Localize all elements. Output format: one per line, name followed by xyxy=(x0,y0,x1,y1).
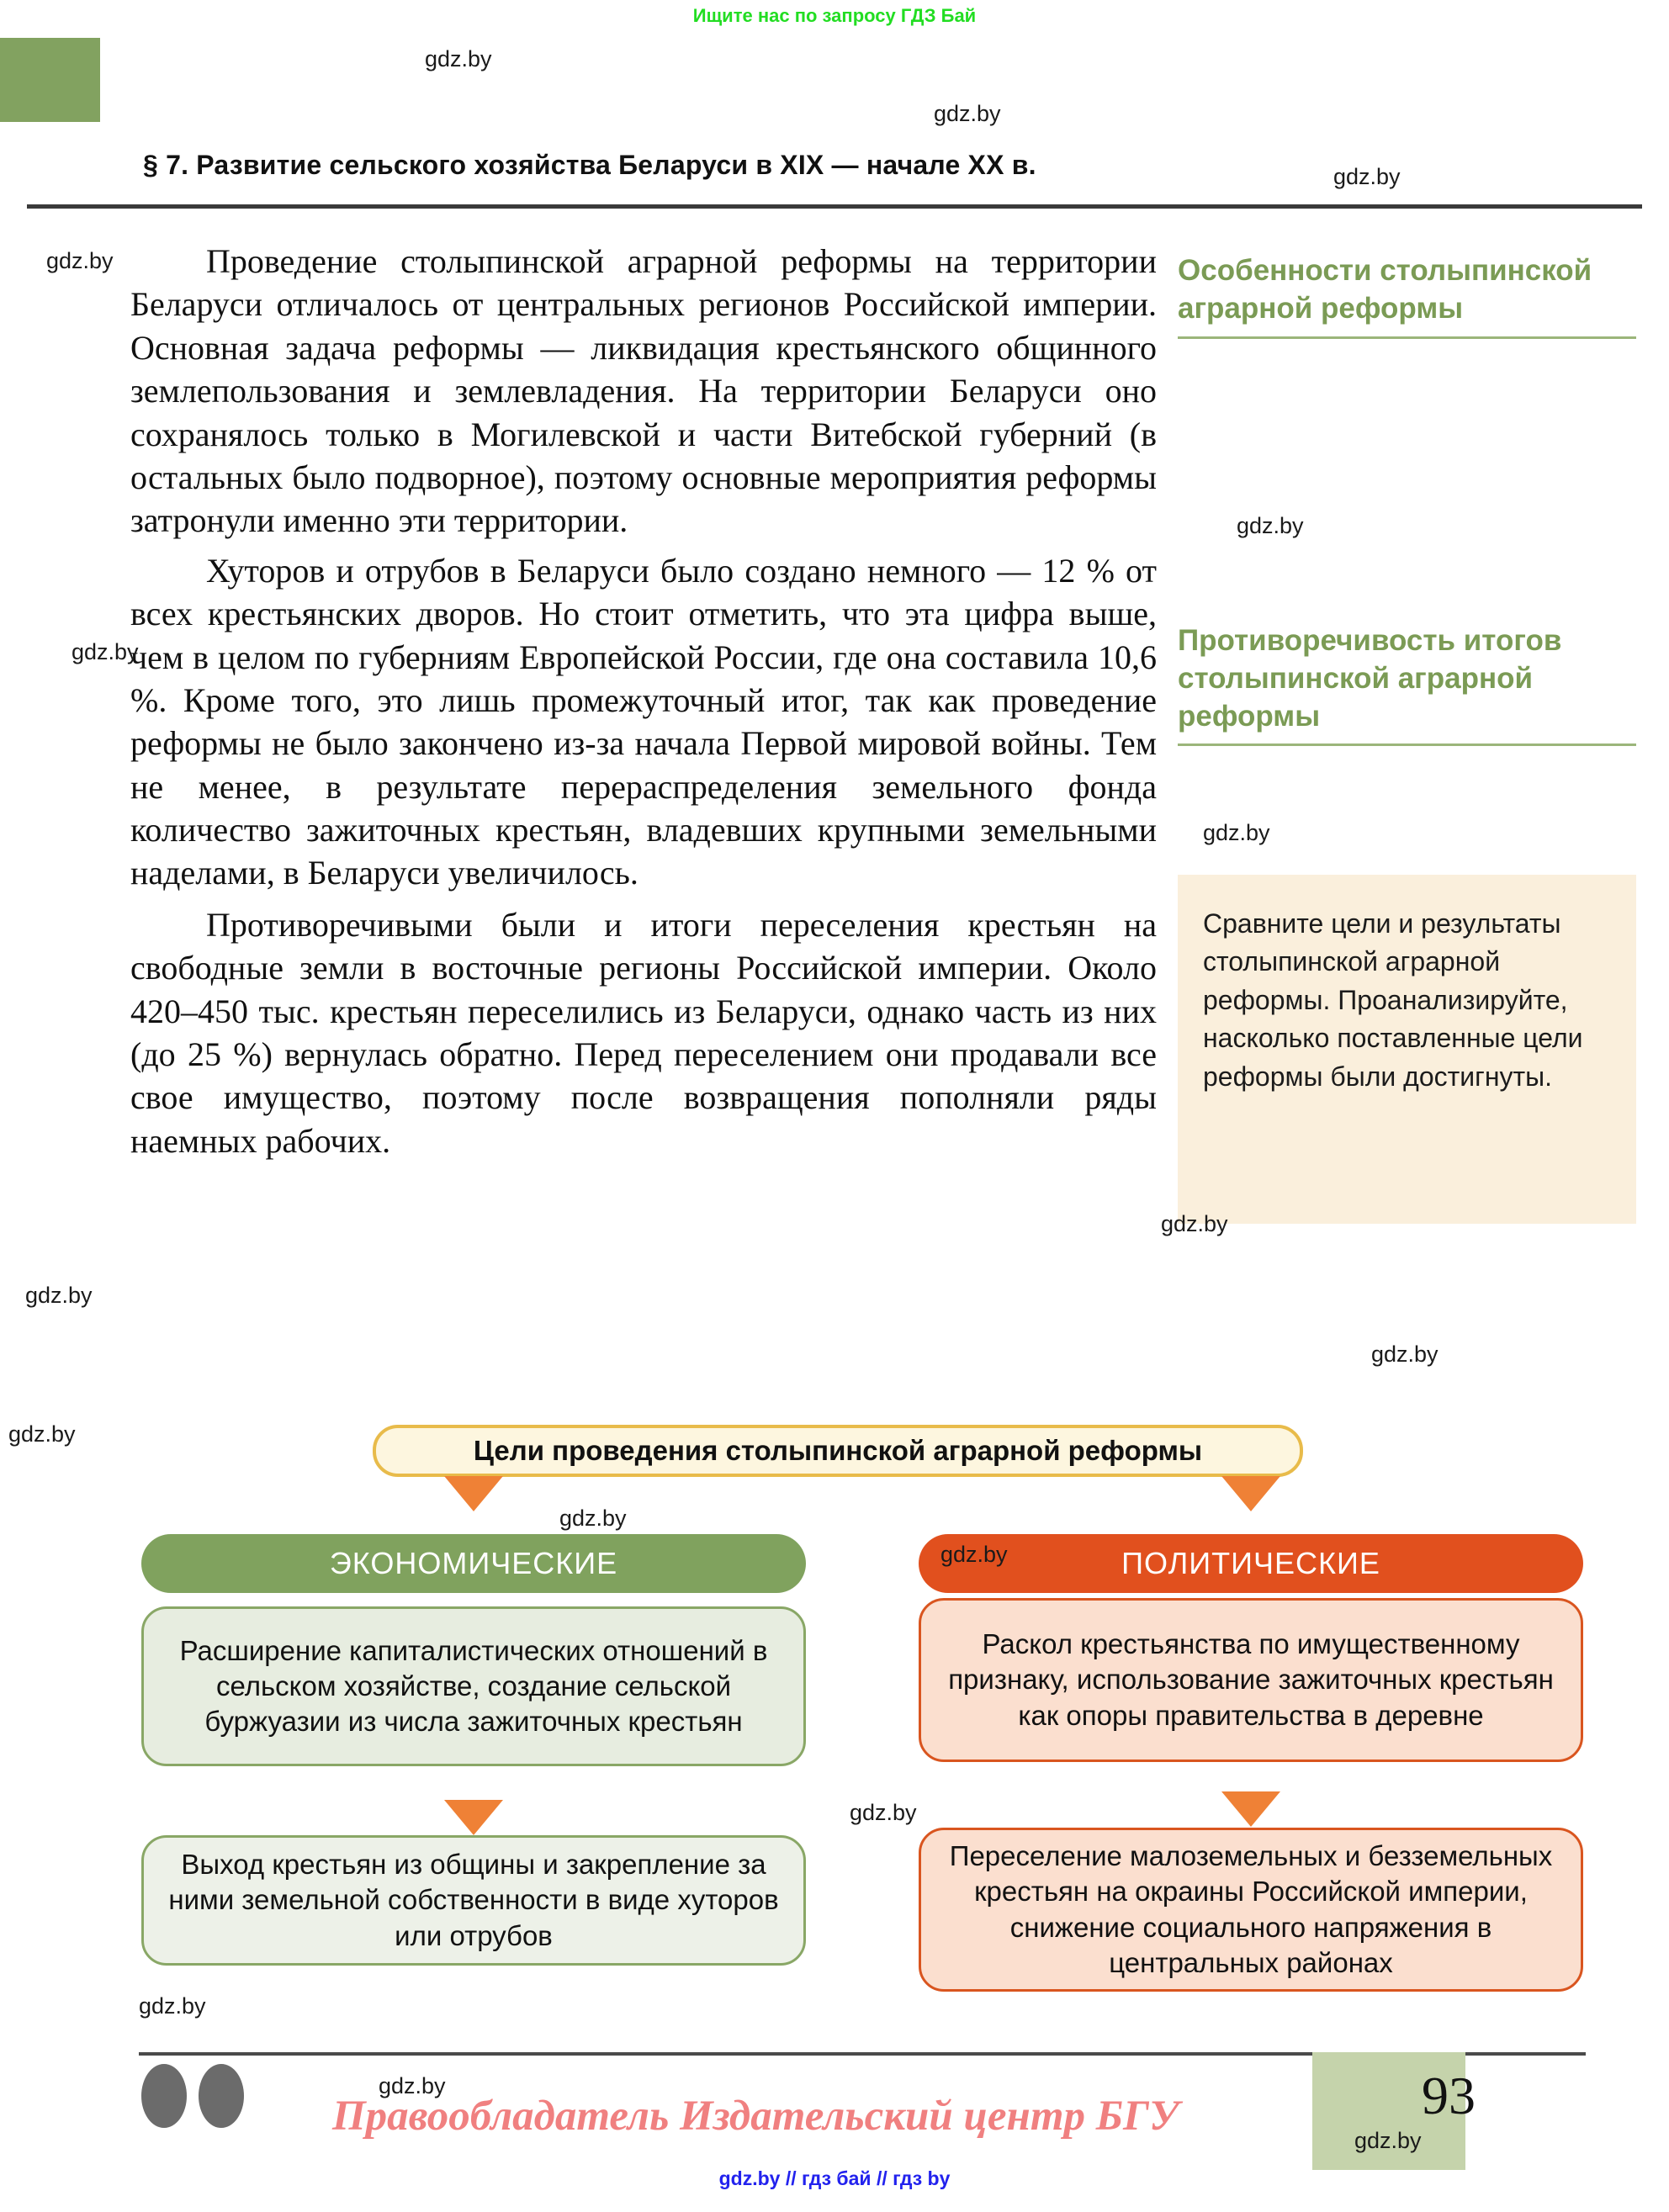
diagram-header-economic-label: ЭКОНОМИЧЕСКИЕ xyxy=(329,1545,618,1580)
diagram-node-economic-1-label: Расширение капиталистических отношений в сельском хозяйстве, создание сельской буржуазии из числа зажиточных крестьян xyxy=(179,1634,768,1738)
sidebar-heading-contradictions-label: Противоречивость итогов столыпинской аграрной реформы xyxy=(1178,624,1562,733)
watermark-tile: gdz.by xyxy=(425,46,492,71)
arrow-down-icon-political-1-to-2 xyxy=(1221,1791,1280,1827)
watermark-tile: gdz.by xyxy=(1203,820,1270,845)
header-green-square xyxy=(0,38,100,122)
watermark-tile: gdz.by xyxy=(139,1993,206,2019)
watermark-tile: gdz.by xyxy=(379,2073,446,2098)
diagram-root-node xyxy=(373,1425,1303,1477)
watermark-tile: gdz.by xyxy=(46,248,114,273)
diagram-node-economic-1 xyxy=(141,1606,806,1766)
diagram-node-political-1-label: Раскол крестьянства по имущественному признаку, использование зажиточных крестьян как опоры правительства в деревне xyxy=(948,1628,1554,1731)
watermark-tile: gdz.by xyxy=(25,1283,93,1308)
diagram-node-political-1 xyxy=(919,1598,1583,1762)
diagram-node-political-2-label: Переселение малоземельных и безземельных крестьян на окраины Российской империи, снижение социального напряжения в центральных районах xyxy=(949,1840,1553,1978)
arrow-down-icon-root-to-political xyxy=(1221,1476,1280,1511)
diagram-root-label: Цели проведения столыпинской аграрной реформы xyxy=(473,1434,1203,1466)
diagram-header-political xyxy=(919,1534,1583,1593)
arrow-down-icon-root-to-economic xyxy=(444,1476,503,1511)
footer-dot-icon-2 xyxy=(199,2064,244,2128)
sidebar-heading-features-rule xyxy=(1178,336,1636,339)
diagram-header-political-label: ПОЛИТИЧЕСКИЕ xyxy=(1121,1545,1380,1580)
diagram-node-political-2 xyxy=(919,1828,1583,1992)
paragraph-3: Противоречивыми были и итоги переселения крестьян на свободные земли в восточные регионы Российской империи. Около 420–450 тыс. крестьян переселились из Беларуси, однако часть из них (до 25 %) вернулась обратно. Перед переселением они продавали все свое имущество, поэтому после возвращения пополняли ряды наемных рабочих. xyxy=(130,905,1157,1160)
header-divider xyxy=(27,204,1642,209)
paragraph-1: Проведение столыпинской аграрной реформы на территории Беларуси отличалось от центральных регионов Российской империи. Основная задача реформы — ликвидация крестьянского общинного землепользования и землевладения. На территории Беларуси оно сохранялось только в Могилевской и части Витебской губерний (в остальных было подворное), поэтому основные мероприятия реформы затронули именно эти территории. xyxy=(130,242,1157,540)
watermark-top-banner: Ищите нас по запросу ГДЗ Бай xyxy=(692,5,977,26)
watermark-tile: gdz.by xyxy=(850,1800,917,1825)
paragraph-2: Хуторов и отрубов в Беларуси было создано немного — 12 % от всех крестьянских дворов. Но стоит отметить, что эта цифра выше, чем в целом по губерниям Европейской России, где она составила 10,6 %. Кроме того, это лишь промежуточный итог, так как проведение реформы не было закончено из-за начала Первой мировой войны. Тем не менее, в результате перераспределения земельного фонда количество зажиточных крестьян, владевших крупными земельными наделами, в Беларуси увеличилось. xyxy=(130,551,1157,892)
diagram-node-economic-2-label: Выход крестьян из общины и закрепление за ними земельной собственности в виде хуторов или отрубов xyxy=(168,1849,779,1951)
watermark-tile: gdz.by xyxy=(1161,1211,1228,1236)
task-callout-box xyxy=(1178,875,1636,1224)
footer-dot-icon-1 xyxy=(141,2064,187,2128)
page-title: § 7. Развитие сельского хозяйства Беларуси в XIX — начале XX в. xyxy=(143,150,1036,180)
sidebar-heading-contradictions xyxy=(1178,622,1636,746)
watermark-bottom-banner: gdz.by // гдз бай // гдз by xyxy=(718,2167,951,2189)
watermark-tile: gdz.by xyxy=(1354,2128,1422,2153)
watermark-tile: gdz.by xyxy=(1371,1341,1439,1367)
task-callout-text: Сравните цели и результаты столыпинской аграрной реформы. Проанализируйте, насколько поставленные цели реформы были достигнуты. xyxy=(1203,908,1583,1092)
page-number: 93 xyxy=(1422,2066,1476,2125)
body-text-column xyxy=(130,240,1157,1164)
watermark-tile: gdz.by xyxy=(72,639,139,664)
watermark-tile: gdz.by xyxy=(940,1542,1008,1567)
sidebar-heading-features-label: Особенности столыпинской аграрной реформы xyxy=(1178,254,1592,325)
sidebar-heading-features xyxy=(1178,252,1636,339)
watermark-tile: gdz.by xyxy=(934,101,1001,126)
watermark-tile: gdz.by xyxy=(1237,513,1304,538)
sidebar-heading-contradictions-rule xyxy=(1178,744,1636,746)
watermark-tile: gdz.by xyxy=(559,1506,627,1531)
watermark-copyright: Правообладатель Издательский центр БГУ xyxy=(332,2093,1179,2140)
watermark-tile: gdz.by xyxy=(1333,164,1401,189)
diagram-node-economic-2 xyxy=(141,1835,806,1966)
watermark-tile: gdz.by xyxy=(8,1421,76,1447)
diagram-header-economic xyxy=(141,1534,806,1593)
arrow-down-icon-economic-1-to-2 xyxy=(444,1800,503,1835)
